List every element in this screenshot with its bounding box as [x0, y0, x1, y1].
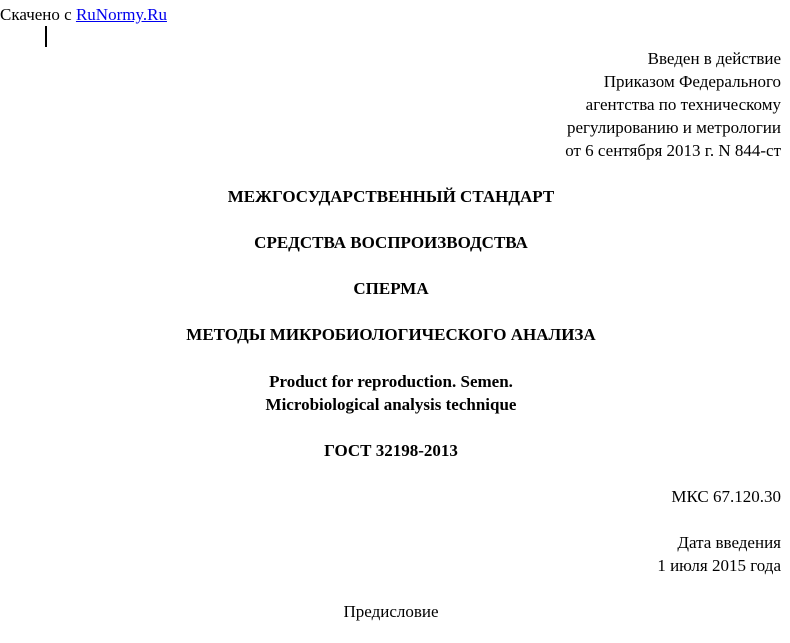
source-prefix: Скачено с — [0, 5, 76, 24]
mks-code: МКС 67.120.30 — [671, 487, 781, 506]
enactment-line-1: Введен в действие — [647, 49, 781, 68]
enactment-line-2: Приказом Федерального — [603, 72, 781, 91]
introduction-date: 1 июля 2015 года — [657, 556, 781, 575]
standard-type-title: МЕЖГОСУДАРСТВЕННЫЙ СТАНДАРТ — [227, 187, 555, 206]
subject-title: СПЕРМА — [353, 279, 429, 298]
preface-heading: Предисловие — [343, 602, 439, 621]
source-line — [0, 4, 167, 26]
gost-number: ГОСТ 32198-2013 — [324, 441, 458, 460]
english-title-line-2: Microbiological analysis technique — [265, 395, 517, 414]
enactment-line-5: от 6 сентября 2013 г. N 844-ст — [565, 141, 781, 160]
enactment-line-3: агентства по техническому — [585, 95, 781, 114]
text-cursor — [45, 26, 47, 47]
source-link[interactable]: RuNormy.Ru — [75, 5, 167, 24]
introduction-label: Дата введения — [677, 533, 781, 552]
english-title-line-1: Product for reproduction. Semen. — [269, 372, 513, 391]
group-title: СРЕДСТВА ВОСПРОИЗВОДСТВА — [254, 233, 528, 252]
methods-title: МЕТОДЫ МИКРОБИОЛОГИЧЕСКОГО АНАЛИЗА — [186, 325, 596, 344]
enactment-line-4: регулированию и метрологии — [566, 118, 781, 137]
